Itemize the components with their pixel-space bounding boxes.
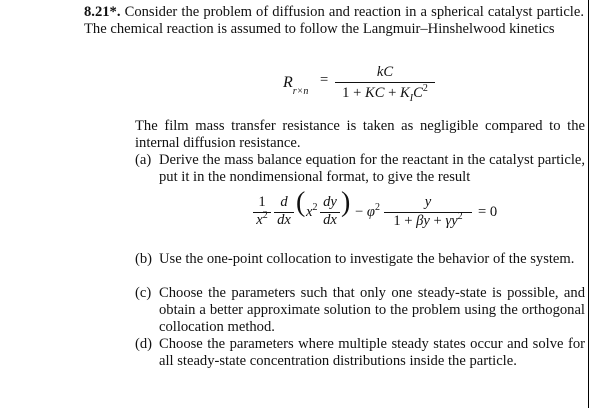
eq2-equals-zero: = 0 xyxy=(478,204,498,220)
rate-equals: = xyxy=(320,72,329,88)
eq2-minus-phi: − $\varphi^2$ xyxy=(355,202,380,220)
rate-equation xyxy=(0,66,586,106)
part-c-label: (c) xyxy=(135,285,152,301)
part-b-text: Use the one-point collocation to investigate the behavior of the system. xyxy=(159,251,575,267)
eq2-d: d xyxy=(280,194,288,210)
part-b-label: (b) xyxy=(135,251,153,267)
part-c-text: Choose the parameters such that only one steady-state is possible, and obtain a better approximate solution to the problem using the orthogonal collocation method. xyxy=(159,285,585,335)
eq2-dx2: dx xyxy=(323,212,337,228)
eq2-x2: $x^2$ xyxy=(256,210,268,228)
page-edge-rule xyxy=(588,0,589,408)
problem-number: 8.21*. xyxy=(84,4,121,20)
eq2-close-paren: ) xyxy=(341,187,351,218)
mass-balance-equation xyxy=(0,187,586,238)
eq2-x2-inner: $x^2$ xyxy=(306,202,318,220)
eq2-open-paren: ( xyxy=(296,187,306,218)
part-a xyxy=(135,152,585,186)
rate-symbol: $R_{r\times n}$ xyxy=(283,74,309,98)
part-a-label: (a) xyxy=(135,152,152,168)
eq2-one: 1 xyxy=(258,194,266,210)
part-d-label: (d) xyxy=(135,336,153,352)
eq2-dy: dy xyxy=(323,194,337,210)
part-d xyxy=(135,336,585,370)
part-a-text: Derive the mass balance equation for the reactant in the catalyst particle, put it in the nondimensional format, to give the result xyxy=(159,152,585,185)
eq2-denominator: $1 + \beta y + \gamma y^2$ xyxy=(393,211,463,229)
part-b xyxy=(135,251,585,268)
rate-numerator: kC xyxy=(376,64,394,80)
resistance-paragraph: The film mass transfer resistance is taken as negligible compared to the internal diffusion resistance. xyxy=(135,118,585,151)
eq2-y: y xyxy=(424,194,432,210)
rate-fraction-bar xyxy=(335,82,435,83)
part-d-text: Choose the parameters where multiple steady states occur and solve for all steady-state concentration distributions inside the particle. xyxy=(159,336,585,369)
problem-intro: Consider the problem of diffusion and reaction in a spherical catalyst particle. The chemical reaction is assumed to follow the Langmuir–Hinshelwood kinetics xyxy=(84,4,584,37)
rate-denominator: 1 + KC + $K_IC^2$ xyxy=(342,83,428,104)
eq2-dx: dx xyxy=(277,212,291,228)
problem-statement xyxy=(84,4,584,38)
part-c xyxy=(135,285,585,336)
